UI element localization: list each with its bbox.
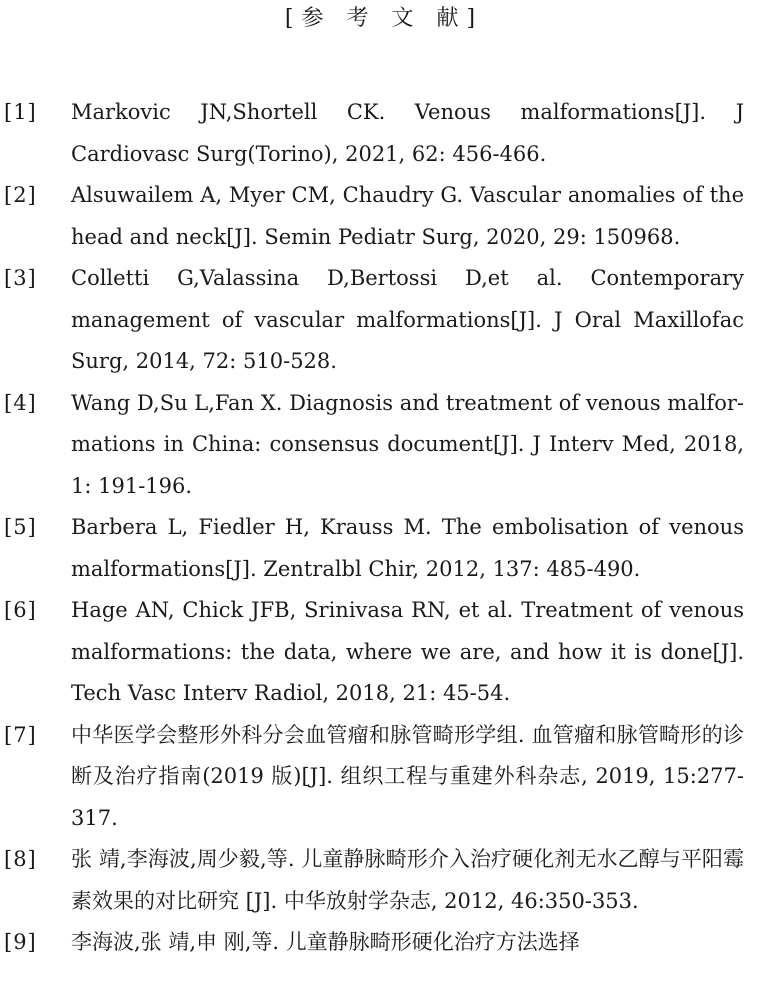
reference-number: [8] <box>4 847 37 871</box>
reference-number: [7] <box>4 722 37 747</box>
reference-item <box>4 92 744 175</box>
reference-item <box>4 175 744 258</box>
reference-item <box>4 590 744 715</box>
reference-item <box>4 258 744 383</box>
reference-item <box>4 383 744 508</box>
reference-number: [1] <box>4 100 37 124</box>
reference-text: Barbera L, Fiedler H, Krauss M. The embolisation of venous malformations[J]. Zentralbl Chir, 2012, 137: 485-490. <box>71 515 744 581</box>
reference-number: [6] <box>4 598 37 622</box>
reference-number: [4] <box>4 390 37 415</box>
reference-text: Colletti G,Valassina D,Bertossi D,et al. Contemporary management of vascular malformations[J]. J Oral Maxillofac Surg, 2014, 72: 510-528. <box>71 266 744 373</box>
reference-number: [2] <box>4 183 37 207</box>
reference-item <box>4 922 744 964</box>
reference-text: 张 靖,李海波,周少毅,等. 儿童静脉畸形介入治疗硬化剂无水乙醇与平阳霉素效果的对比研究 [J]. 中华放射学杂志, 2012, 46:350-353. <box>71 847 744 913</box>
references-heading: [参 考 文 献] <box>284 6 484 31</box>
reference-text: 李海波,张 靖,申 刚,等. 儿童静脉畸形硬化治疗方法选择 <box>71 930 580 954</box>
reference-item <box>4 507 744 590</box>
reference-number: [3] <box>4 266 37 290</box>
reference-list <box>4 92 744 964</box>
reference-text: Hage AN, Chick JFB, Srinivasa RN, et al. Treatment of venous malformations: the data, where we are, and how it is done[J]. Tech Vasc Interv Radiol, 2018, 21: 45-54. <box>71 598 744 705</box>
reference-text: Alsuwailem A, Myer CM, Chaudry G. Vascular anomalies of the head and neck[J]. Semin Pediatr Surg, 2020, 29: 150968. <box>71 183 744 249</box>
reference-item <box>4 839 744 922</box>
reference-text: Wang D,Su L,Fan X. Diagnosis and treatment of venous malfor- mations in China: consensus document[J]. J Interv Med, 2018, 1: 191-196. <box>71 390 744 498</box>
reference-text: Markovic JN,Shortell CK. Venous malformations[J]. J Cardiovasc Surg(Torino), 2021, 62: 456-466. <box>71 100 744 166</box>
reference-item <box>4 715 744 840</box>
reference-text: 中华医学会整形外科分会血管瘤和脉管畸形学组. 血管瘤和脉管畸形的诊断及治疗指南(2019 版)[J]. 组织工程与重建外科杂志, 2019, 15:277-317. <box>71 722 744 830</box>
reference-number: [5] <box>4 515 37 539</box>
reference-number: [9] <box>4 930 37 954</box>
